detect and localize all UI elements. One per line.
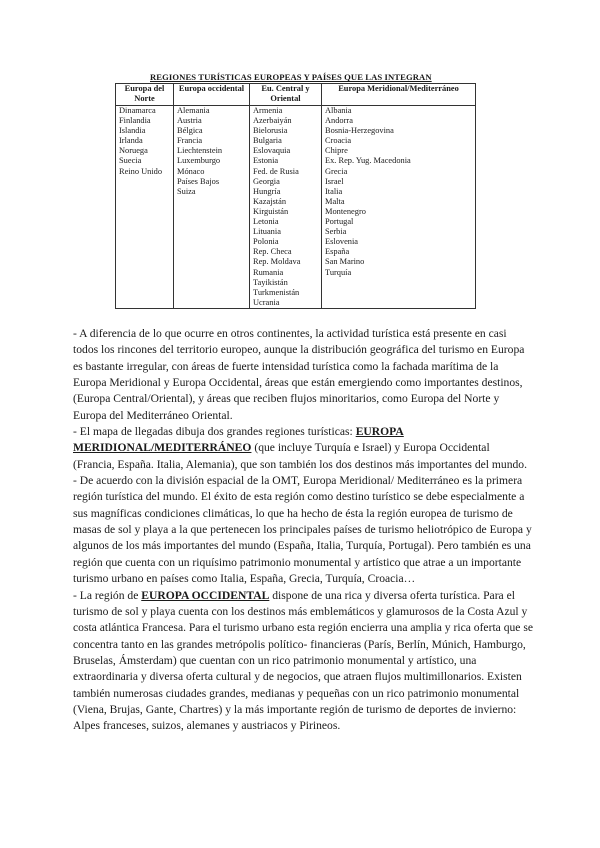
country-item: Suiza [177, 186, 196, 196]
country-item: España [325, 247, 350, 257]
header-europa-occidental: Europa occidental [174, 84, 250, 106]
column-europa-central-oriental [250, 106, 322, 309]
body-text [73, 326, 533, 735]
country-item: Países Bajos [177, 176, 220, 186]
header-europa-meridional: Europa Meridional/Mediterráneo [322, 84, 476, 106]
country-item: Kirguistán [253, 206, 289, 216]
country-item: Turquía [325, 267, 352, 277]
header-europa-norte: Europa del Norte [116, 84, 174, 106]
country-item: Finlandia [119, 116, 151, 126]
country-item: Dinamarca [119, 106, 156, 115]
country-item: Austria [177, 116, 202, 126]
country-item: Eslovenia [325, 237, 359, 247]
country-item: Bulgaria [253, 136, 282, 146]
country-item: Kazajstán [253, 196, 287, 206]
country-item: Suecia [119, 156, 142, 166]
paragraph-1: - A diferencia de lo que ocurre en otros continentes, la actividad turística está presente en casi todos los rincones del territorio europeo, aunque la distribución geográfica del turismo en Europa es bastante irregular, con áreas de fuerte intensidad turística como la fachada marítima de la Europa Meridional y Europa Occidental, áreas que están emergiendo como importantes destinos, (Europa Central/Oriental), y áreas que reciben flujos minoritarios, como Europa del Norte y Europa del Mediterráneo Oriental. [73, 327, 525, 422]
country-item: Azerbaiyán [253, 116, 292, 126]
country-item: Georgia [253, 176, 280, 186]
header-europa-central-oriental: Eu. Central y Oriental [250, 84, 322, 106]
column-europa-norte [116, 106, 174, 309]
country-item: Tayikistán [253, 277, 288, 287]
country-item: Francia [177, 136, 203, 146]
country-item: Luxemburgo [177, 156, 221, 166]
country-item: Montenegro [325, 206, 366, 216]
paragraph-2-rest: (que incluye Turquía e Israel) y Europa Occidental (Francia, España. Italia, Alemania), que son también los dos destinos más importantes del mundo. [73, 441, 527, 471]
country-item: Rumania [253, 267, 284, 277]
country-item: Rep. Checa [253, 247, 292, 257]
paragraph-2 [73, 424, 533, 473]
country-item: Serbia [325, 227, 347, 237]
country-item: Lituania [253, 227, 281, 237]
country-item: Israel [325, 176, 344, 186]
europa-meridional-emphasis: EUROPA MERIDIONAL/MEDITERRÁNEO [73, 425, 404, 455]
europa-occidental-emphasis: EUROPA OCCIDENTAL [141, 588, 270, 602]
country-item: Irlanda [119, 136, 143, 146]
country-item: Letonia [253, 217, 279, 227]
country-item: Portugal [325, 217, 354, 227]
paragraph-4 [73, 588, 533, 735]
country-item: Turkmenistán [253, 287, 300, 297]
country-item: Fed. de Rusia [253, 166, 299, 176]
country-item: Andorra [325, 116, 353, 126]
country-item: Albania [325, 106, 352, 115]
country-item: Ucrania [253, 297, 280, 307]
table-title: REGIONES TURÍSTICAS EUROPEAS Y PAÍSES QUE LAS INTEGRAN [150, 72, 432, 82]
country-item: Reino Unido [119, 166, 163, 176]
paragraph-3: - De acuerdo con la división espacial de la OMT, Europa Meridional/ Mediterráneo es la primera región turística del mundo. El éxito de esta región como destino turístico se debe especialmente a sus magníficas condiciones climáticas, lo que ha hecho de ésta la región europea de turismo de masas de sol y playa a la que pertenecen los principales países de turismo heliotrópico de Europa y algunos de los más importantes del mundo (España, Italia, Turquía, Portugal). Pero también es una región que cuenta con un riquísimo patrimonio monumental y artístico que atrae a un importante turismo urbano en países como Italia, España, Grecia, Turquía, Croacia… [73, 474, 532, 586]
country-item: Rep. Moldava [253, 257, 301, 267]
country-item: Chipre [325, 146, 348, 156]
country-item: Noruega [119, 146, 148, 156]
regions-table [115, 83, 476, 309]
country-item: Armenia [253, 106, 283, 115]
country-item: Ex. Rep. Yug. Macedonia [325, 156, 411, 166]
country-item: Malta [325, 196, 345, 206]
country-item: Polonia [253, 237, 279, 247]
country-item: Grecia [325, 166, 348, 176]
country-item: Alemania [177, 106, 210, 115]
paragraph-4-intro: - La región de [73, 588, 142, 602]
country-item: Mónaco [177, 166, 205, 176]
country-item: Bélgica [177, 126, 203, 136]
column-europa-meridional [322, 106, 476, 309]
paragraph-2-intro: - El mapa de llegadas dibuja dos grandes regiones turísticas: [73, 425, 356, 439]
table-row [116, 106, 476, 309]
column-europa-occidental [174, 106, 250, 309]
country-item: Croacia [325, 136, 352, 146]
country-item: Liechtenstein [177, 146, 223, 156]
country-item: Hungría [253, 186, 281, 196]
country-item: San Marino [325, 257, 365, 267]
country-item: Italia [325, 186, 343, 196]
country-item: Bosnia-Herzegovina [325, 126, 394, 136]
regions-table-block [115, 72, 475, 309]
paragraph-4-rest: dispone de una rica y diversa oferta turística. Para el turismo de sol y playa cuenta con los destinos más emblemáticos y glamurosos de la Costa Azul y costa atlántica Francesa. Para el turismo urbano esta región encierra una amplia y rica oferta que se concentra tanto en las grandes metrópolis político- financieras (París, Berlín, Múnich, Hamburgo, Bruselas, Ámsterdam) que cuentan con un rico patrimonio monumental y artístico, una extraordinaria y diversa oferta cultural y de negocios, que atraen flujos multimillonarios. Existen también numerosas ciudades grandes, medianas y pequeñas con un rico patrimonio monumental (Viena, Brujas, Gante, Chartres) y la más importante región de turismo de deportes de invierno: Alpes franceses, suizos, alemanes y austriacos y Pirineos. [73, 588, 534, 733]
country-item: Eslovaquia [253, 146, 291, 156]
country-item: Islandia [119, 126, 146, 136]
country-item: Estonia [253, 156, 279, 166]
table-header-row [116, 84, 476, 106]
country-item: Bielorusia [253, 126, 288, 136]
